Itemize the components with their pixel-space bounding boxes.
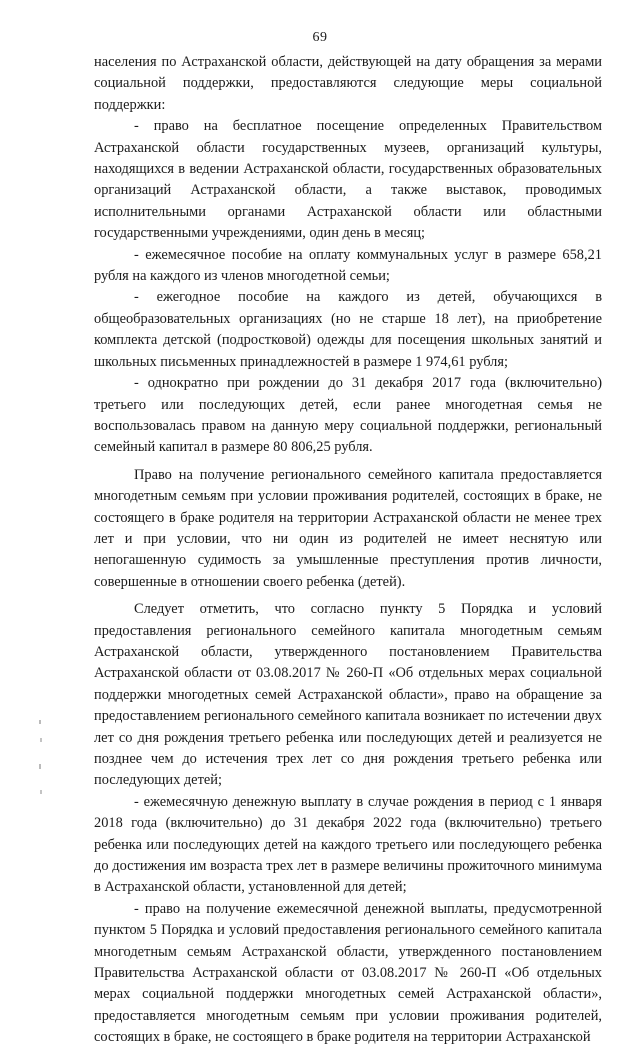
paragraph-monthly-payment-right: - право на получение ежемесячной денежной выплаты, предусмотренной пунктом 5 Порядка и условий предоставления регионального семейного капитала многодетным семьям Астраханской области, утвержденного постановлением Правительства Астраханской области от 03.08.2017 № 260-П «Об отдельных мерах социальной поддержки многодетных семей Астраханской области», предоставляется многодетным семьям при условии проживания родителей, состоящих в браке, не состоящего в браке родителя на территории Астраханской	[94, 900, 602, 1046]
paragraph-intro: населения по Астраханской области, действующей на дату обращения за мерами социальной поддержки, предоставляются следующие меры социальной поддержки:	[94, 54, 602, 113]
paragraph-family-capital-conditions: Право на получение регионального семейного капитала предоставляется многодетным семьям при условии проживания родителей, состоящих в браке, не состоящего в браке родителя на территории Астраханской области не менее трех лет и при условии, что ни один из родителей не имеет неснятую или непогашенную судимость за умышленные преступления против личности, совершенные в отношении своего ребенка (детей).	[94, 466, 602, 590]
paragraph-museum-visits: - право на бесплатное посещение определенных Правительством Астраханской области государственных музеев, организаций культуры, находящихся в ведении Астраханской области, государственных образовательных организаций Астраханской области, а также выставок, проводимых исполнительными органами Астраханской области или областными государственными учреждениями, один день в месяц;	[94, 118, 602, 242]
paragraph-family-capital-2017: - однократно при рождении до 31 декабря 2017 года (включительно) третьего или последующих детей, если ранее многодетная семья не воспользовалась правом на данную меру социальной поддержки, региональный семейный капитал в размере 80 806,25 рубля.	[94, 375, 602, 456]
paragraph-utility-allowance: - ежемесячное пособие на оплату коммунальных услуг в размере 658,21 рубля на каждого из членов многодетной семьи;	[94, 246, 602, 285]
document-body	[94, 52, 602, 1049]
paragraph-monthly-payment: - ежемесячную денежную выплату в случае рождения в период с 1 января 2018 года (включительно) до 31 декабря 2022 года (включительно) третьего ребенка или последующих детей на каждого третьего или последующего ребенка до достижения им возраста трех лет в размере величины прожиточного минимума в Астраханской области, установленной для детей;	[94, 793, 602, 896]
margin-scan-marks	[30, 720, 50, 800]
page-number: 69	[312, 30, 328, 45]
paragraph-family-capital-procedure: Следует отметить, что согласно пункту 5 Порядка и условий предоставления регионального семейного капитала многодетным семьям Астраханской области, утвержденного постановлением Правительства Астраханской области от 03.08.2017 № 260-П «Об отдельных мерах социальной поддержки многодетных семей Астраханской области», право на обращение за предоставлением регионального семейного капитала возникает по истечении двух лет со дня рождения третьего ребенка или последующих детей и реализуется не позднее чем до истечения трех лет со дня рождения третьего ребенка или последующих детей;	[94, 601, 602, 789]
paragraph-school-clothing-allowance: - ежегодное пособие на каждого из детей, обучающихся в общеобразовательных организациях (но не старше 18 лет), на приобретение комплекта детской (подростковой) одежды для посещения школьных занятий и школьных письменных принадлежностей в размере 1 974,61 рубля;	[94, 289, 602, 370]
